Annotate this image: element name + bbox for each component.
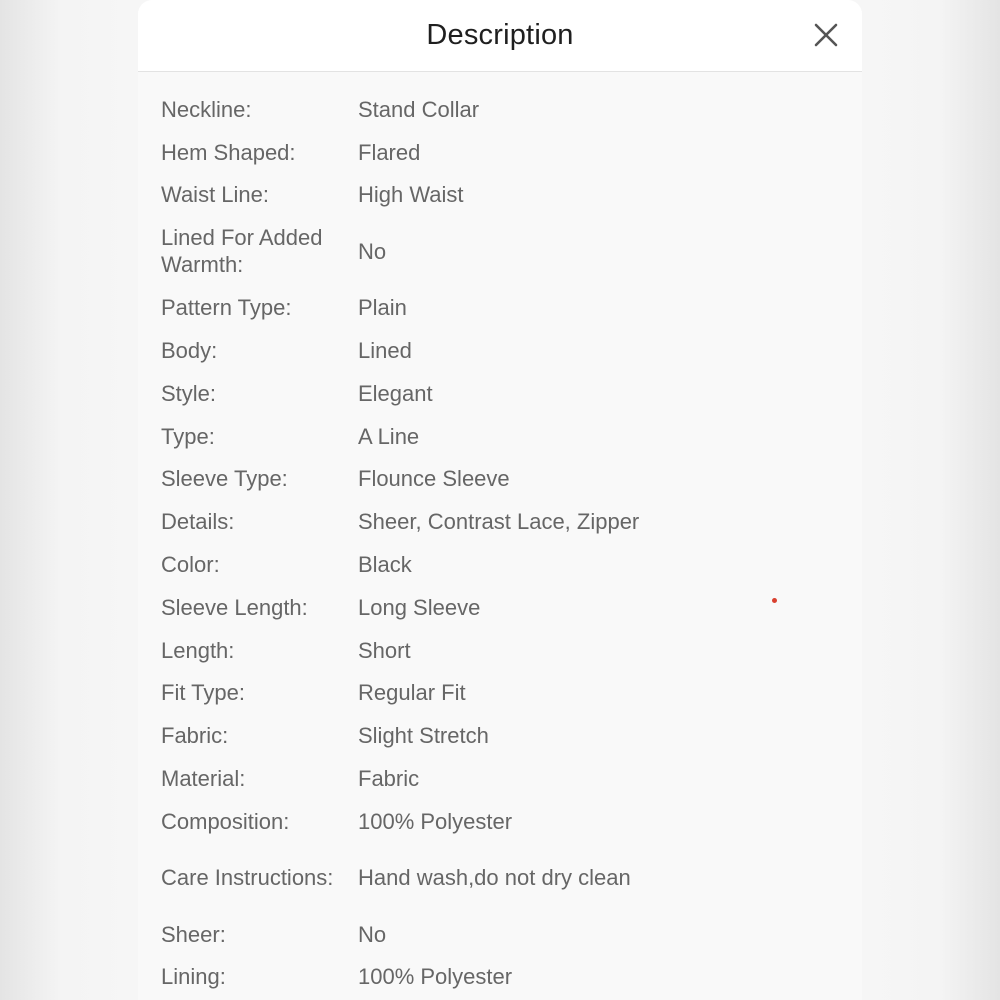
attribute-value: Black [358, 552, 412, 578]
attribute-value: Long Sleeve [358, 594, 481, 620]
attribute-row [161, 586, 841, 629]
attribute-value: High Waist [358, 182, 464, 208]
description-sheet [138, 0, 862, 1000]
attribute-value: Flounce Sleeve [358, 466, 510, 492]
sheet-header [138, 0, 862, 72]
attribute-row [161, 843, 841, 913]
attribute-row [161, 329, 841, 372]
attribute-label: Sheer: [161, 921, 226, 947]
attribute-list [161, 88, 841, 998]
attribute-label: Type: [161, 423, 215, 449]
attribute-value: Flared [358, 139, 421, 165]
attribute-label: Color: [161, 552, 220, 578]
attribute-value: Sheer, Contrast Lace, Zipper [358, 509, 640, 535]
attribute-row [161, 757, 841, 800]
attribute-row [161, 714, 841, 757]
attribute-label: Composition: [161, 808, 290, 834]
attribute-value: 100% Polyester [358, 808, 513, 834]
attribute-value: No [358, 238, 387, 264]
attribute-row [161, 913, 841, 956]
close-icon [808, 18, 844, 54]
attribute-value: Plain [358, 295, 407, 321]
attribute-value: No [358, 921, 387, 947]
attribute-label: Details: [161, 509, 235, 535]
attribute-label: Care Instructions: [161, 865, 334, 891]
attribute-label: Waist Line: [161, 182, 270, 208]
attribute-row [161, 131, 841, 174]
attribute-label: Sleeve Type: [161, 466, 288, 492]
attribute-row [161, 629, 841, 672]
attribute-label: Lining: [161, 964, 226, 990]
attribute-value: Lined [358, 338, 412, 364]
attribute-label: Pattern Type: [161, 295, 292, 321]
attribute-row [161, 216, 841, 286]
attribute-value: Fabric [358, 766, 420, 792]
attribute-row [161, 500, 841, 543]
attribute-label: Hem Shaped: [161, 139, 296, 165]
attribute-row [161, 372, 841, 415]
attribute-row [161, 174, 841, 217]
attribute-value: Elegant [358, 380, 433, 406]
attribute-label: Body: [161, 338, 218, 364]
attribute-row [161, 672, 841, 715]
attribute-row [161, 956, 841, 999]
attribute-value: Short [358, 637, 411, 663]
attribute-label: Length: [161, 637, 235, 663]
attribute-label: Neckline: [161, 96, 252, 122]
attribute-label: Material: [161, 766, 246, 792]
attribute-value: Stand Collar [358, 96, 480, 122]
red-dot-marker [772, 598, 777, 603]
attribute-label: Fit Type: [161, 680, 245, 706]
attribute-label: Fabric: [161, 723, 229, 749]
attribute-row [161, 543, 841, 586]
sheet-title: Description [426, 19, 574, 51]
attribute-value: Hand wash,do not dry clean [358, 865, 631, 891]
attribute-row [161, 415, 841, 458]
attribute-value: A Line [358, 423, 420, 449]
attribute-value: Slight Stretch [358, 723, 489, 749]
attribute-row [161, 286, 841, 329]
attribute-row [161, 458, 841, 501]
attribute-row [161, 800, 841, 843]
close-button[interactable] [808, 18, 844, 54]
attribute-row [161, 88, 841, 131]
attribute-value: 100% Polyester [358, 964, 513, 990]
attribute-label: Sleeve Length: [161, 594, 308, 620]
attribute-label: Style: [161, 380, 217, 406]
attribute-label: Lined For Added Warmth: [161, 225, 323, 278]
attribute-value: Regular Fit [358, 680, 466, 706]
